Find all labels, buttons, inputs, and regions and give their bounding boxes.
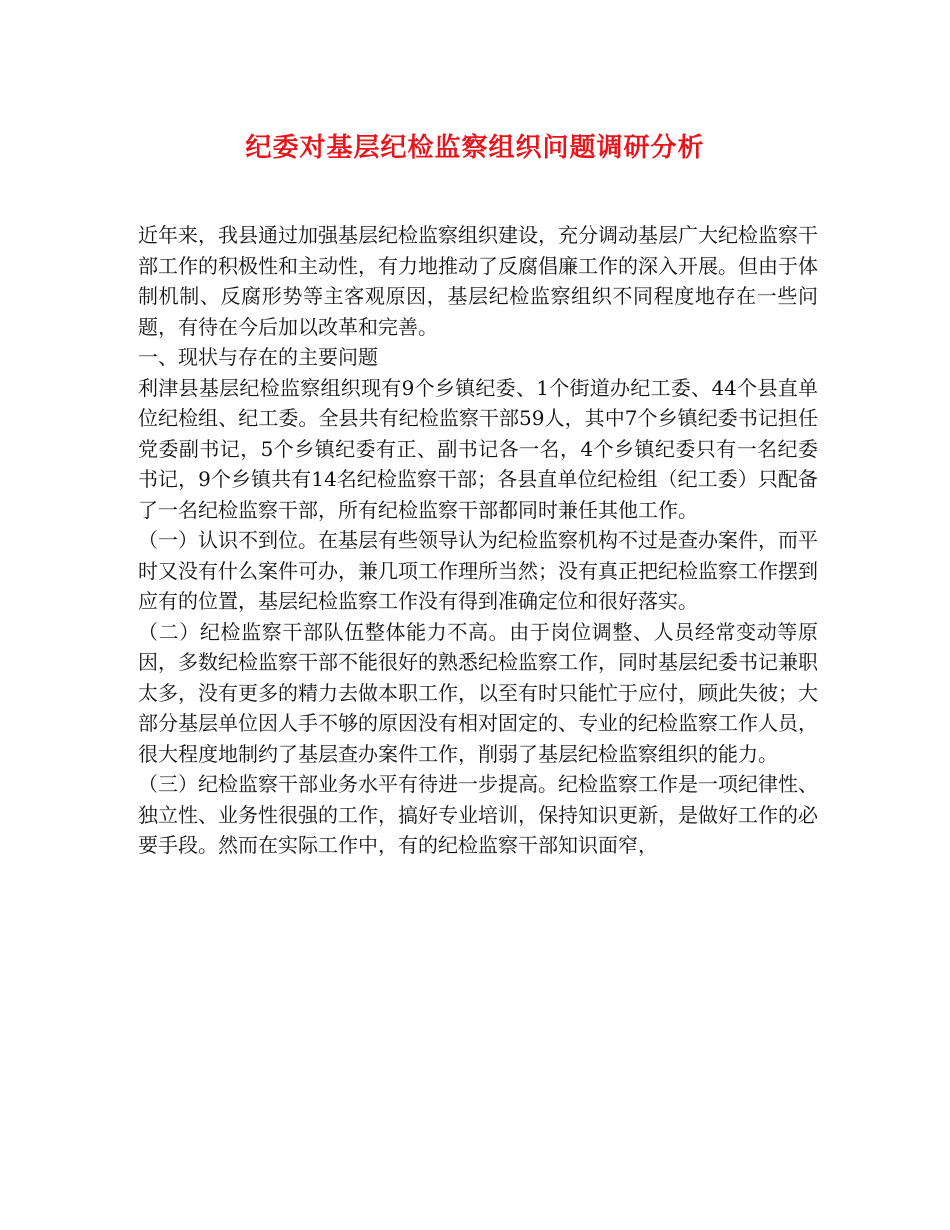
document-title: 纪委对基层纪检监察组织问题调研分析: [245, 133, 705, 163]
paragraph-intro: 近年来，我县通过加强基层纪检监察组织建设，充分调动基层广大纪检监察干部工作的积极性和主动性，有力地推动了反腐倡廉工作的深入开展。但由于体制机制、反腐形势等主客观原因，基层纪检监察组织不同程度地存在一些问题，有待在今后加以改革和完善。: [138, 223, 818, 339]
paragraph-issue-3: （三）纪检监察干部业务水平有待进一步提高。纪检监察工作是一项纪律性、独立性、业务性很强的工作，搞好专业培训，保持知识更新，是做好工作的必要手段。然而在实际工作中，有的纪检监察干部知识面窄，: [138, 772, 818, 857]
paragraph-status: 利津县基层纪检监察组织现有9个乡镇纪委、1个街道办纪工委、44个县直单位纪检组、纪工委。全县共有纪检监察干部59人，其中7个乡镇纪委书记担任党委副书记，5个乡镇纪委有正、副书记各一名，4个乡镇纪委只有一名纪委书记，9个乡镇共有14名纪检监察干部；各县直单位纪检组（纪工委）只配备了一名纪检监察干部，所有纪检监察干部都同时兼任其他工作。: [138, 375, 818, 522]
paragraph-issue-1: （一）认识不到位。在基层有些领导认为纪检监察机构不过是查办案件，而平时又没有什么案件可办，兼几项工作理所当然；没有真正把纪检监察工作摆到应有的位置，基层纪检监察工作没有得到准确定位和很好落实。: [138, 528, 818, 613]
document-body: [138, 220, 818, 861]
section-heading: 一、现状与存在的主要问题: [138, 345, 378, 369]
paragraph-issue-2: （二）纪检监察干部队伍整体能力不高。由于岗位调整、人员经常变动等原因，多数纪检监察干部不能很好的熟悉纪检监察工作，同时基层纪委书记兼职太多，没有更多的精力去做本职工作，以至有时只能忙于应付，顾此失彼；大部分基层单位因人手不够的原因没有相对固定的、专业的纪检监察工作人员，很大程度地制约了基层查办案件工作，削弱了基层纪检监察组织的能力。: [138, 619, 818, 766]
